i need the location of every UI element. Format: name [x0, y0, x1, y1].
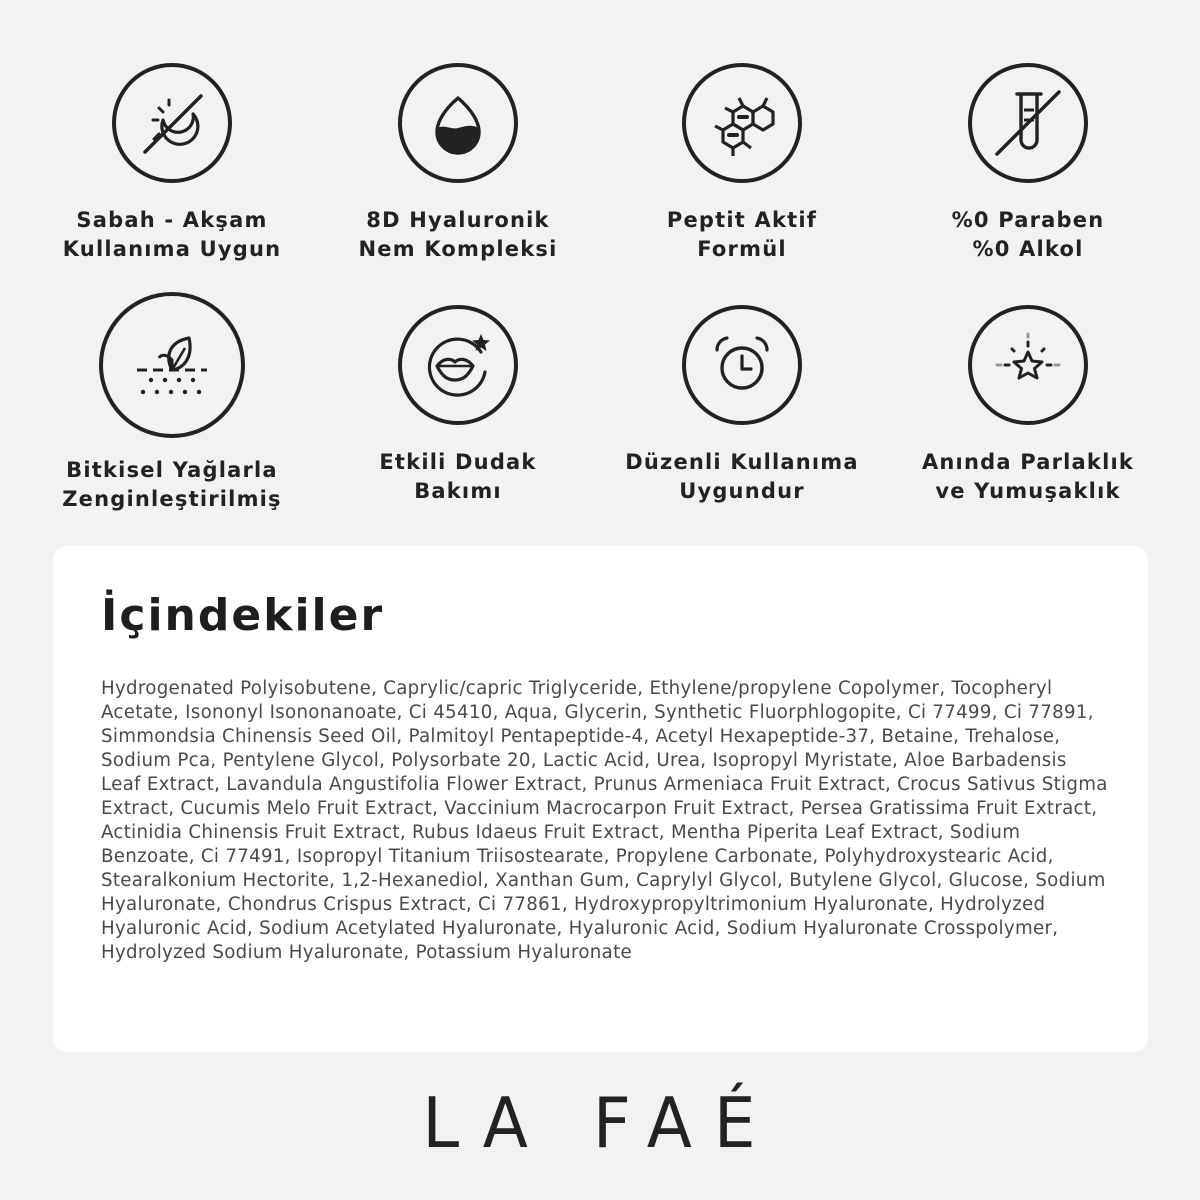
- lips-sparkle-icon: [397, 304, 519, 426]
- molecule-icon: [681, 62, 803, 184]
- brand-logo: LA FAÉ: [422, 1083, 778, 1164]
- ingredients-text: Hydrogenated Polyisobutene, Caprylic/capric Triglyceride, Ethylene/propylene Copolymer, Tocopheryl Acetate, Isononyl Isononanoate, Ci 45410, Aqua, Glycerin, Synthetic Fluorphlogopite, Ci 77499, Ci 77891, Simmondsia Chinensis Seed Oil, Palmitoyl Pentapeptide-4, Acetyl Hexapeptide-37, Betaine, Trehalose, Sodium Pca, Pentylene Glycol, Polysorbate 20, Lactic Acid, Urea, Isopropyl Myristate, Aloe Barbadensis Leaf Extract, Lavandula Angustifolia Flower Extract, Prunus Armeniaca Fruit Extract, Crocus Sativus Stigma Extract, Cucumis Melo Fruit Extract, Vaccinium Macrocarpon Fruit Extract, Persea Gratissima Fruit Extract, Actinidia Chinensis Fruit Extract, Rubus Idaeus Fruit Extract, Mentha Piperita Leaf Extract, Sodium Benzoate, Ci 77491, Isopropyl Titanium Triisostearate, Propylene Carbonate, Polyhydroxystearic Acid, Stearalkonium Hectorite, 1,2-Hexanediol, Xanthan Gum, Caprylyl Glycol, Butylene Glycol, Glucose, Sodium Hyaluronate, Chondrus Crispus Extract, Ci 77861, Hydroxypropyltrimonium Hyaluronate, Hydrolyzed Hyaluronic Acid, Sodium Acetylated Hyaluronate, Hyaluronic Acid, Sodium Hyaluronate Crosspolymer, Hydrolyzed Sodium Hyaluronate, Potassium Hyaluronate: [101, 678, 1108, 963]
- feature-plant-oils: [32, 290, 312, 514]
- feature-day-night: [32, 62, 312, 264]
- feature-instant-shine: [888, 304, 1168, 506]
- feature-label-line1: Etkili Dudak: [379, 450, 537, 474]
- feature-label-line1: 8D Hyaluronik: [366, 208, 550, 232]
- feature-label-line2: %0 Alkol: [972, 237, 1084, 261]
- sun-moon-crossed-icon: [111, 62, 233, 184]
- feature-label-line2: Kullanıma Uygun: [62, 237, 282, 261]
- feature-lip-care: [318, 304, 598, 506]
- alarm-clock-icon: [681, 304, 803, 426]
- feature-label-line2: Nem Kompleksi: [358, 237, 558, 261]
- feature-label-line1: Düzenli Kullanıma: [625, 450, 859, 474]
- feature-label-line1: Sabah - Akşam: [76, 208, 268, 232]
- feature-label-line1: %0 Paraben: [951, 208, 1105, 232]
- feature-label-line1: Peptit Aktif: [666, 208, 818, 232]
- feature-paraben-free: [888, 62, 1168, 264]
- feature-label-line1: Anında Parlaklık: [921, 450, 1135, 474]
- feature-peptide: [602, 62, 882, 264]
- feature-label-line2: Formül: [697, 237, 787, 261]
- shining-star-icon: [967, 304, 1089, 426]
- feature-label-line2: Uygundur: [679, 479, 805, 503]
- feature-label-line2: Bakımı: [414, 479, 502, 503]
- leaf-soil-icon: [97, 290, 247, 440]
- feature-label-line2: Zenginleştirilmiş: [62, 487, 282, 511]
- test-tube-crossed-icon: [967, 62, 1089, 184]
- ingredients-panel: [53, 546, 1148, 1052]
- feature-label-line2: ve Yumuşaklık: [935, 479, 1121, 503]
- water-drop-icon: [397, 62, 519, 184]
- feature-label-line1: Bitkisel Yağlarla: [66, 458, 278, 482]
- feature-hyaluronic: [318, 62, 598, 264]
- feature-regular-use: [602, 304, 882, 506]
- ingredients-title: İçindekiler: [101, 590, 385, 641]
